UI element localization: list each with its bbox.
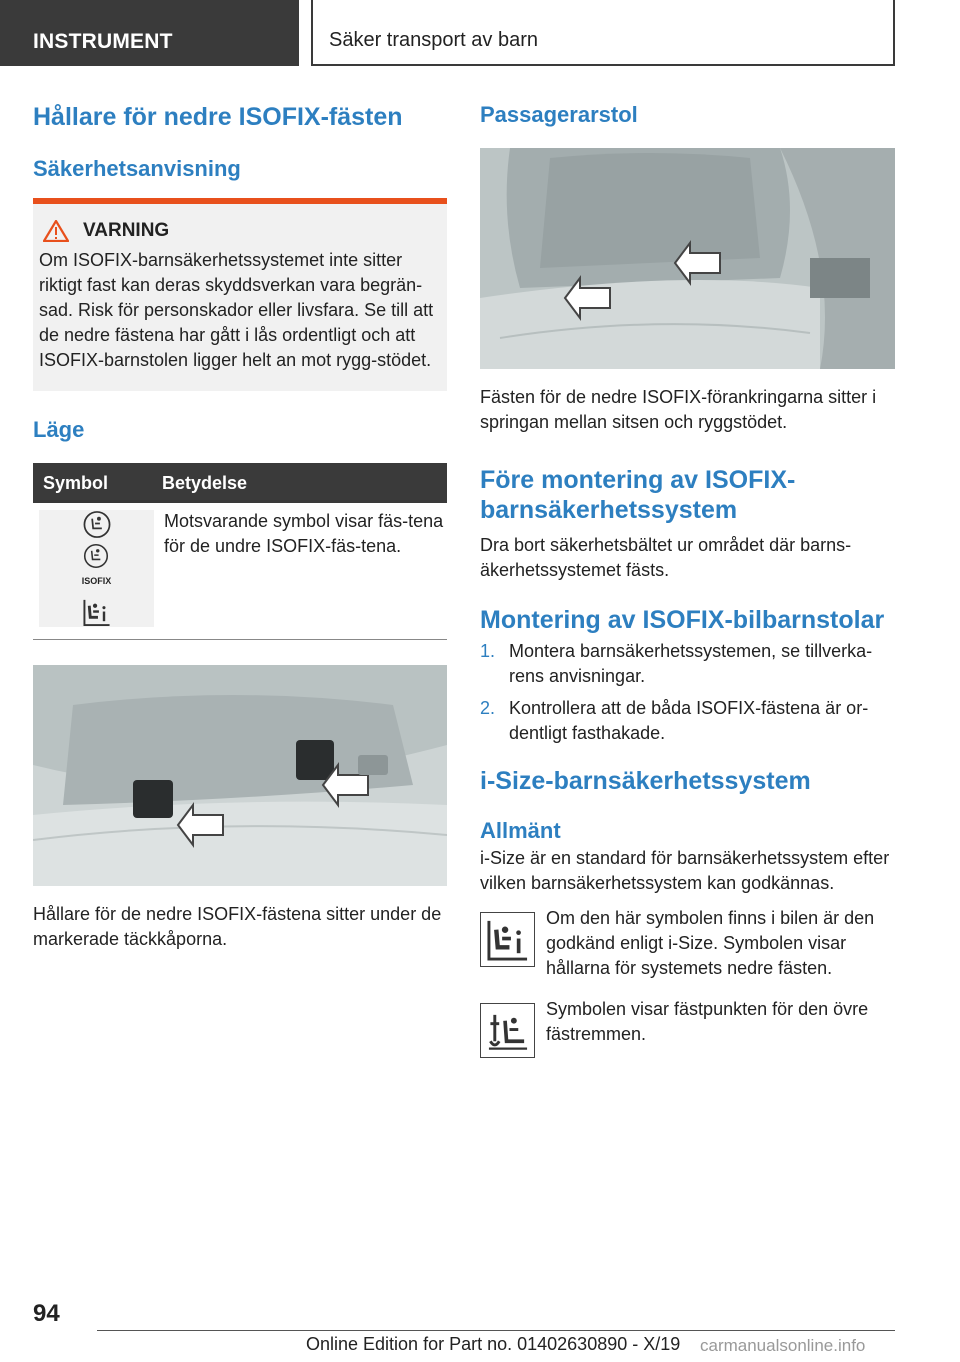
isize-symbol-row bbox=[480, 906, 895, 981]
warning-triangle-icon bbox=[43, 220, 69, 242]
page-number: 94 bbox=[33, 1300, 60, 1327]
column-header-meaning: Betydelse bbox=[154, 463, 447, 503]
symbol-group bbox=[39, 510, 154, 627]
tether-symbol-row bbox=[480, 997, 895, 1058]
mounting-steps bbox=[480, 639, 895, 746]
rear-seat-caption: Hållare för de nedre ISOFIX-fästena sitter under de markerade täckkåporna. bbox=[33, 904, 442, 949]
table-header-row bbox=[33, 463, 447, 503]
list-item bbox=[480, 639, 895, 689]
list-item bbox=[480, 696, 895, 746]
chapter-label: Säker transport av barn bbox=[311, 0, 895, 66]
tether-icon-box bbox=[480, 1003, 535, 1058]
top-tether-anchor-icon bbox=[486, 1009, 530, 1053]
isize-symbol-icon bbox=[82, 598, 112, 627]
page-header bbox=[0, 0, 960, 66]
warning-box bbox=[33, 198, 447, 391]
isofix-seat-small-icon bbox=[83, 543, 109, 569]
passenger-heading: Passagerarstol bbox=[480, 102, 638, 127]
passenger-caption: Fästen för de nedre ISOFIX-förankringarna sitter i springan mellan sitsen och ryggstödet. bbox=[480, 387, 877, 432]
meaning-cell: Motsvarande symbol visar fäs-tena för de undre ISOFIX-fäs-tena. bbox=[154, 503, 447, 640]
position-heading: Läge bbox=[33, 417, 85, 442]
step-text: Kontrollera att de båda ISOFIX-fästena är or-dentligt fasthakade. bbox=[509, 698, 869, 743]
column-header-symbol: Symbol bbox=[33, 463, 154, 503]
isize-icon-box bbox=[480, 912, 535, 967]
right-column bbox=[480, 100, 895, 1058]
before-mounting-text: Dra bort säkerhetsbältet ur området där barns-äkerhetssystemet fästs. bbox=[480, 535, 852, 580]
safety-heading: Säkerhetsanvisning bbox=[33, 156, 241, 181]
mounting-heading: Montering av ISOFIX-bilbarnstolar bbox=[480, 606, 885, 634]
symbol-cell bbox=[33, 503, 154, 640]
isize-child-seat-icon bbox=[486, 918, 530, 962]
tether-icon-text: Symbolen visar fästpunkten för den övre fästremmen. bbox=[546, 999, 869, 1044]
general-heading: Allmänt bbox=[480, 818, 561, 843]
table-row bbox=[33, 503, 447, 640]
before-mounting-heading: Före montering av ISOFIX-barnsäkerhetssystem bbox=[480, 466, 796, 524]
step-number: 1. bbox=[480, 641, 496, 661]
symbol-table bbox=[33, 463, 447, 640]
warning-text: Om ISOFIX-barnsäkerhetssystemet inte sitter riktigt fast kan deras skyddsverkan vara begrän-sad. Risk för personskador eller livsfara. Se till att de nedre fästena har gått i lås ordentligt och att ISOFIX-barnstolen ligger helt an mot rygg-stödet. bbox=[39, 250, 434, 370]
general-text: i-Size är en standard för barnsäkerhetssystem efter vilken barnsäkerhetssystem kan godkännas. bbox=[480, 848, 890, 893]
footer-edition: Online Edition for Part no. 01402630890 - X/19 bbox=[306, 1334, 681, 1354]
footer-divider bbox=[97, 1330, 895, 1331]
left-column bbox=[33, 100, 447, 952]
section-label: INSTRUMENT bbox=[0, 0, 299, 66]
warning-title: VARNING bbox=[83, 220, 170, 241]
step-text: Montera barnsäkerhetssystemen, se tillverka-rens anvisningar. bbox=[509, 641, 873, 686]
rear-seat-anchor-photo bbox=[33, 665, 447, 886]
warning-title-row bbox=[39, 220, 439, 242]
passenger-seat-photo bbox=[480, 148, 895, 369]
section-title: Hållare för nedre ISOFIX-fästen bbox=[33, 103, 403, 131]
footer-watermark[interactable]: carmanualsonline.info bbox=[700, 1336, 866, 1355]
isofix-seat-icon bbox=[82, 510, 112, 539]
isize-heading: i-Size-barnsäkerhetssystem bbox=[480, 767, 811, 795]
isize-icon-text: Om den här symbolen finns i bilen är den godkänd enligt i-Size. Symbolen visar hållarna för systemets nedre fästen. bbox=[546, 908, 875, 978]
step-number: 2. bbox=[480, 698, 496, 718]
isofix-label: ISOFIX bbox=[81, 576, 112, 586]
